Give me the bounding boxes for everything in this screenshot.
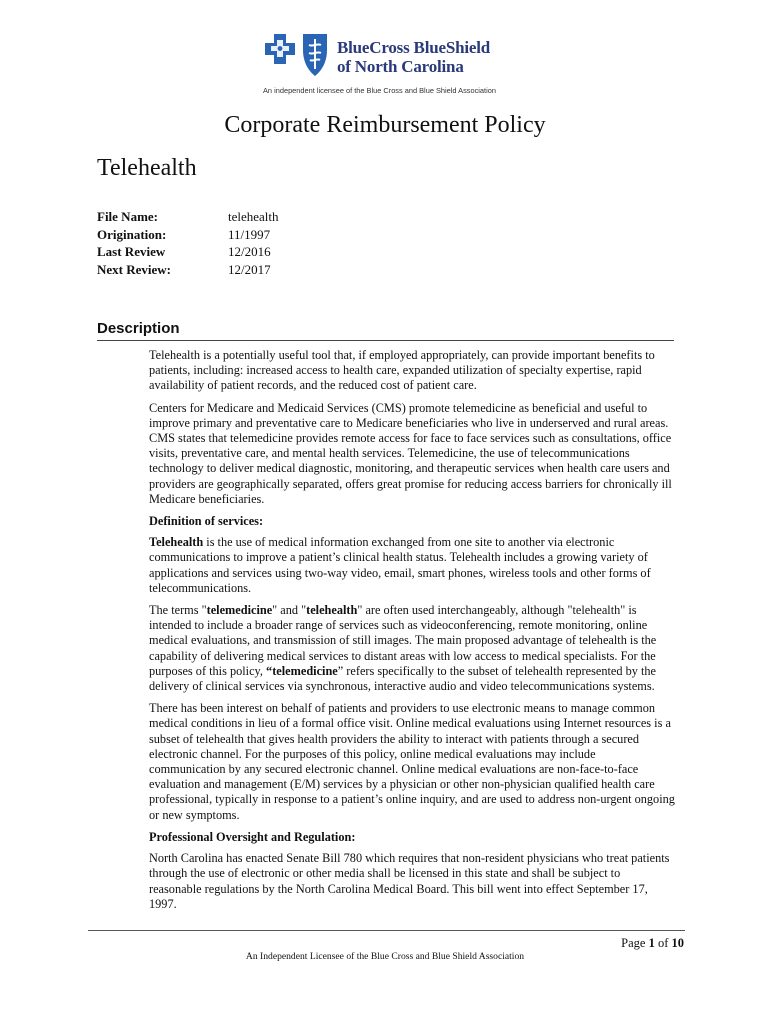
paragraph-senate-bill: North Carolina has enacted Senate Bill 780 which requires that non-resident physicians who treat patients through the use of electronic or other media shall be licensed in this state and shall be subject to reasonable regulations by the North Carolina Medical Board. This bill went into effect September 17, 1997. — [149, 851, 670, 911]
blue-cross-icon — [265, 34, 295, 64]
page-total: 10 — [671, 936, 684, 950]
description-body — [149, 348, 675, 919]
description-heading: Description — [97, 320, 180, 337]
page-of: of — [654, 936, 672, 950]
paragraph-text: is the use of medical information exchanged from one site to another via electronic communications to improve a patient’s clinical health status. Telehealth includes a growing variety of applications and services using two-way video, email, smart phones, wireless tools and other forms of telecommunications. — [149, 535, 651, 595]
meta-value: 11/1997 — [228, 226, 271, 242]
meta-label: File Name: — [97, 209, 159, 224]
meta-label: Last Review — [97, 244, 166, 259]
term-telemedicine-quoted: “telemedicine — [266, 663, 338, 678]
meta-label: Next Review: — [97, 261, 171, 277]
footer-divider — [88, 930, 685, 931]
logo-line-1: BlueCross BlueShield — [337, 38, 490, 57]
term-telemedicine: telemedicine — [206, 603, 273, 618]
paragraph-text: The terms " — [149, 603, 207, 618]
blue-shield-icon — [303, 34, 327, 76]
policy-title: Telehealth — [97, 155, 197, 181]
page-number — [621, 936, 684, 951]
meta-row-next-review — [97, 261, 279, 279]
paragraph-terms — [149, 603, 675, 694]
meta-value: 12/2016 — [228, 244, 271, 259]
logo-marks — [263, 30, 333, 84]
logo-wordmark — [337, 38, 490, 76]
subheading-definitions: Definition of services: — [149, 514, 264, 529]
paragraph-cms: Centers for Medicare and Medicaid Services (CMS) promote telemedicine as beneficial and useful to improve primary and preventative care to Medicare beneficiaries who live in underserved and rural areas. CMS states that telemedicine provides remote access for face to face services such as consultations, office visits, preventative care, and mental health services. Telemedicine, the use of telecommunications technology to deliver medical diagnostic, monitoring, and therapeutic services when health care users and providers are geographically separated, offers great promise for reducing access barriers for chronically ill Medicare beneficiaries. — [149, 400, 672, 506]
paragraph-text: " are often used interchangeably, although "telehealth" is intended to include a broader range of services such as videoconferencing, remote monitoring, online medical evaluations, and transmission of still images. The main proposed advantage of telehealth is the capability of delivering medical services to distant areas with low access to medical specialists. For the purposes of this policy, — [149, 603, 657, 678]
heading-divider — [97, 340, 674, 341]
term-telehealth: telehealth — [306, 603, 358, 618]
subheading-oversight: Professional Oversight and Regulation: — [149, 829, 356, 844]
paragraph-intro: Telehealth is a potentially useful tool that, if employed appropriately, can provide important benefits to patients, including: increased access to health care, expanded utilization of specialty expertise, rapid availability of patient records, and the reduced cost of patient care. — [149, 348, 655, 393]
page-label: Page — [621, 936, 649, 950]
paragraph-telehealth-definition — [149, 535, 675, 596]
bcbs-logo — [263, 30, 523, 94]
logo-line-2: of North Carolina — [337, 57, 464, 76]
page-current: 1 — [648, 936, 655, 950]
logo-tagline: An independent licensee of the Blue Cross and Blue Shield Association — [263, 86, 496, 95]
meta-value: 12/2017 — [228, 261, 271, 277]
paragraph-text: ” refers specifically to the subset of telehealth represented by the delivery of clinical services via synchronous, interactive audio and video telecommunications systems. — [149, 663, 656, 694]
paragraph-online-evaluations: There has been interest on behalf of patients and providers to use electronic means to manage common medical conditions in lieu of a formal office visit. Online medical evaluations using Internet resources is a subset of telehealth that gives health providers the ability to interact with patients through a secured electronic channel. For the purposes of this policy, online medical evaluations may include communication by any secured electronic channel. Online medical evaluations are non-face-to-face evaluation and management (E/M) services by a physician or other non-physician qualified health care professional, typically in response to a patient’s online inquiry, and are used to address non-urgent ongoing or new symptoms. — [149, 701, 675, 822]
term-telehealth: Telehealth — [149, 535, 204, 550]
meta-row-file-name — [97, 208, 279, 226]
document-title: Corporate Reimbursement Policy — [224, 112, 546, 138]
policy-metadata — [97, 208, 279, 278]
paragraph-text: " and " — [272, 603, 307, 618]
meta-label: Origination: — [97, 226, 167, 242]
meta-row-last-review — [97, 243, 279, 261]
footer-text: An Independent Licensee of the Blue Cross and Blue Shield Association — [245, 951, 525, 962]
meta-value: telehealth — [228, 209, 279, 224]
meta-row-origination — [97, 226, 279, 244]
